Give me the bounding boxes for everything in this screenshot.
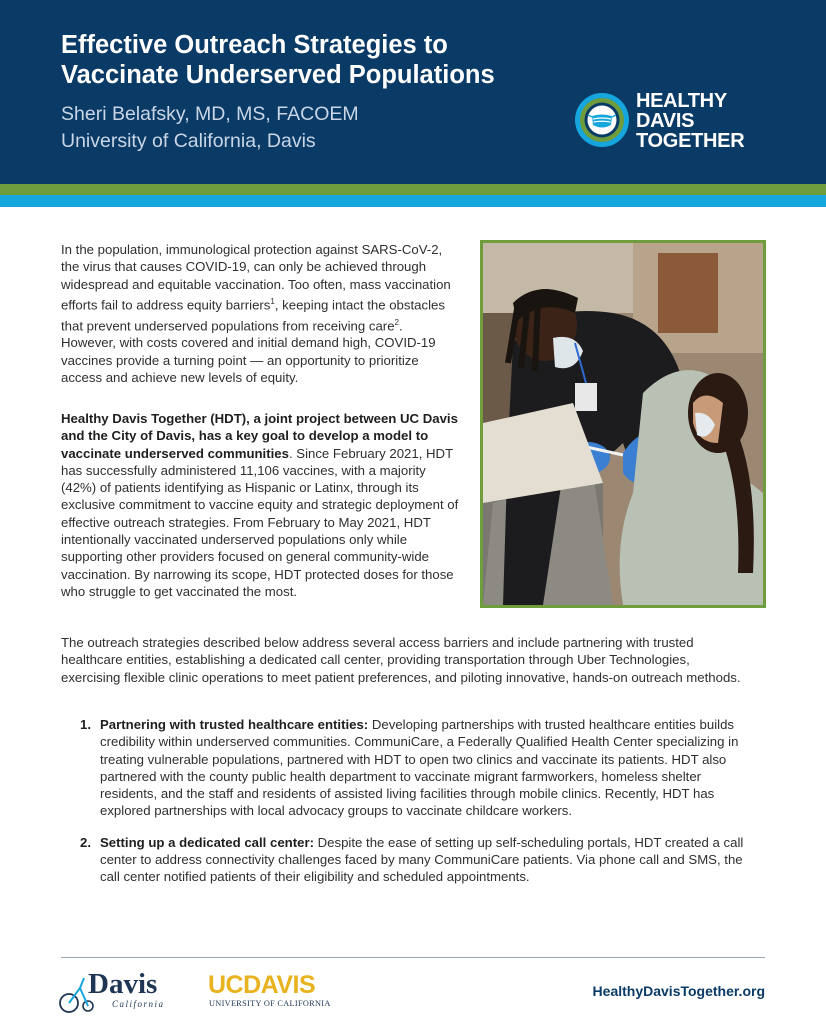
author-name: Sheri Belafsky, MD, MS, FACOEM <box>61 103 359 125</box>
ucd-logo-word: UCDAVIS <box>208 971 316 999</box>
document-title <box>61 30 581 90</box>
healthy-davis-together-logo <box>574 90 774 154</box>
header-banner <box>0 0 826 184</box>
hdt-paragraph <box>61 410 461 600</box>
title-line-2: Vaccinate Underserved Populations <box>61 61 495 89</box>
author-affiliation: University of California, Davis <box>61 130 316 152</box>
green-stripe <box>0 184 826 195</box>
logo-line-2: DAVIS <box>636 110 695 132</box>
intro-text-2: , keeping intact the obstacles that prevent underserved populations from receiving care <box>61 297 445 333</box>
list-item-title: Setting up a dedicated call center: <box>100 834 314 850</box>
list-item-text: Despite the ease of setting up self-scheduling portals, HDT created a call center to address connectivity challenges faced by many CommuniCare patients. Via phone call and SMS, the call center notified patients of their eligibility and scheduled appointments. <box>100 834 744 885</box>
list-item <box>80 716 750 820</box>
list-number: 1. <box>80 717 91 732</box>
logo-line-1: HEALTHY <box>636 90 727 112</box>
hdt-bold-lead: Healthy Davis Together (HDT), a joint project between UC Davis and the City of Davis, has a key goal to develop a model to vaccinate underserved communities <box>61 411 458 461</box>
strategies-intro-paragraph: The outreach strategies described below address several access barriers and include partnering with trusted healthcare entities, establishing a dedicated call center, providing transportation through Uber Technologies, exercising flexible clinic operations to meet patient preferences, and piloting innovative, hands-on outreach methods. <box>61 635 741 685</box>
logo-line-3: TOGETHER <box>636 130 745 152</box>
vaccination-photo <box>480 240 766 608</box>
davis-logo-sub: California <box>112 999 165 1009</box>
list-number: 2. <box>80 834 91 850</box>
footer-divider <box>61 957 765 958</box>
davis-logo-word: Davis <box>88 968 158 1000</box>
mask-circle-icon <box>574 92 630 148</box>
intro-text-1: In the population, immunological protection against SARS-CoV-2, the virus that causes COVID-19, can only be achieved through widespread and equitable vaccination. Too often, mass vaccination efforts fail to address equity barriers <box>61 242 451 313</box>
strategies-list <box>80 716 750 900</box>
footnote-ref-2[interactable]: 2 <box>394 317 399 327</box>
list-item <box>80 834 750 886</box>
website-link[interactable]: HealthyDavisTogether.org <box>592 983 765 999</box>
blue-stripe <box>0 195 826 207</box>
author-block <box>61 101 359 155</box>
uc-davis-logo <box>208 972 338 1012</box>
title-line-1: Effective Outreach Strategies to <box>61 31 448 59</box>
list-item-title: Partnering with trusted healthcare entities: <box>100 717 369 732</box>
list-item-text: Developing partnerships with trusted healthcare entities builds credibility within underserved communities. CommuniCare, a Federally Qualified Health Center specializing in treating vulnerable populations, partnered with HDT to open two clinics and vaccinate its patients. HDT also partnered with the county public health department to vaccinate migrant farmworkers, homeless shelter residents, and the staff and residents of assisted living facilities through mobile clinics. Recently, HDT has explored partnerships with local advocacy groups to vaccinate childcare workers. <box>100 717 739 819</box>
intro-paragraph <box>61 241 461 386</box>
intro-text-3: . However, with costs covered and initial demand high, COVID-19 vaccines provide a turning point — an opportunity to prioritize access and achieve new levels of equity. <box>61 317 436 385</box>
logo-wordmark <box>636 91 744 151</box>
ucd-logo-sub: UNIVERSITY OF CALIFORNIA <box>209 999 331 1008</box>
city-of-davis-logo <box>58 968 168 1014</box>
vaccination-photo-illustration <box>483 243 763 605</box>
footnote-ref-1[interactable]: 1 <box>270 296 275 306</box>
hdt-text: . Since February 2021, HDT has successfully administered 11,106 vaccines, with a majority (42%) of patients identifying as Hispanic or Latinx, through its exclusive commitment to vaccine equity and strategic deployment of effective outreach strategies. From February to May 2021, HDT intentionally vaccinated underserved populations only while supporting other providers focused on general community-wide vaccination. By narrowing its scope, HDT protected doses for those who struggle to get vaccinated the most. <box>61 445 459 599</box>
